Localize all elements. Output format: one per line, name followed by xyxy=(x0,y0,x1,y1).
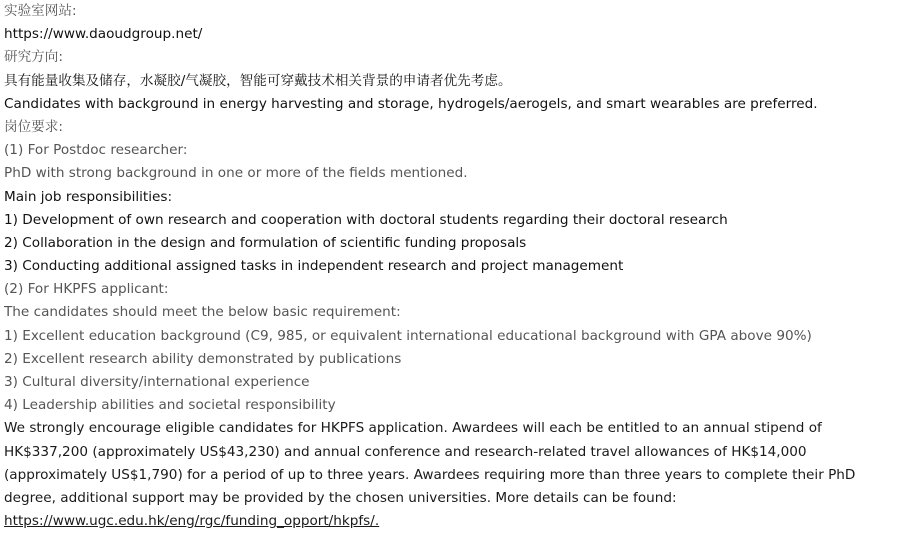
hkpfs-requirement-item: 1) Excellent education background (C9, 985, or equivalent international educational background with GPA above 90%) xyxy=(4,327,812,344)
lab-website-label: 实验室网站: xyxy=(4,3,77,19)
hkpfs-paragraph-text: We strongly encourage eligible candidates for HKPFS application. Awardees will each be entitled to an annual stipend of HK$337,200 (approximately US$43,230) and annual conference and research-related travel allowances of HK$14,000 (approximately US$1,790) for a period of up to three years. Awardees requiring more than three years to complete their PhD degree, additional support may be provided by the chosen universities. More details can be found: xyxy=(4,420,856,506)
lab-website-url[interactable]: https://www.daoudgroup.net/ xyxy=(4,26,203,43)
research-direction-chinese: 具有能量收集及储存，水凝胶/气凝胶，智能可穿戴技术相关背景的申请者优先考虑。 xyxy=(4,72,512,89)
hkpfs-requirement-item: 2) Excellent research ability demonstrated by publications xyxy=(4,350,402,367)
hkpfs-details-link[interactable]: https://www.ugc.edu.hk/eng/rgc/funding_opport/hkpfs/. xyxy=(4,513,380,530)
responsibility-item: 3) Conducting additional assigned tasks in independent research and project management xyxy=(4,258,624,275)
postdoc-requirement: PhD with strong background in one or more of the fields mentioned. xyxy=(4,165,468,182)
job-requirements-label: 岗位要求: xyxy=(4,118,63,135)
research-direction-english: Candidates with background in energy harvesting and storage, hydrogels/aerogels, and smart wearables are preferred. xyxy=(4,95,818,112)
hkpfs-requirement-item: 4) Leadership abilities and societal responsibility xyxy=(4,397,336,414)
responsibilities-heading: Main job responsibilities: xyxy=(4,188,173,205)
hkpfs-requirement-item: 3) Cultural diversity/international experience xyxy=(4,374,310,390)
hkpfs-paragraph xyxy=(4,417,896,533)
research-direction-label: 研究方向: xyxy=(4,49,63,66)
hkpfs-intro: The candidates should meet the below basic requirement: xyxy=(4,304,401,321)
responsibility-item: 1) Development of own research and cooperation with doctoral students regarding their doctoral research xyxy=(4,211,728,228)
hkpfs-heading: (2) For HKPFS applicant: xyxy=(4,281,169,298)
responsibility-item: 2) Collaboration in the design and formulation of scientific funding proposals xyxy=(4,234,527,251)
postdoc-heading: (1) For Postdoc researcher: xyxy=(4,142,188,159)
